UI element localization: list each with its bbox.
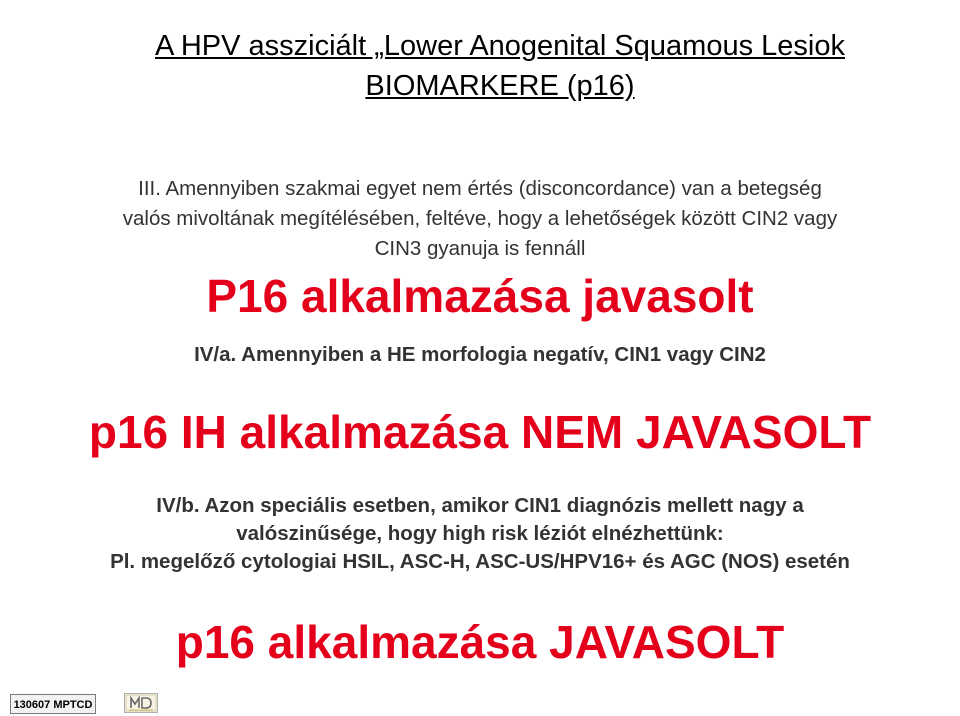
- title-line-1: A HPV assziciált „Lower Anogenital Squamous Lesiok: [155, 30, 845, 62]
- section-iii-line-3: CIN3 gyanuja is fennáll: [374, 237, 586, 260]
- recommendation-p16-javasolt: P16 alkalmazása javasolt: [206, 270, 754, 322]
- title-line-2: BIOMARKERE (p16): [365, 70, 635, 102]
- footer-code: 130607 MPTCD: [10, 694, 96, 714]
- section-iv-a-text: IV/a. Amennyiben a HE morfologia negatív, CIN1 vagy CIN2: [194, 343, 766, 366]
- section-iv-b-line-3: Pl. megelőző cytologiai HSIL, ASC-H, ASC-US/HPV16+ és AGC (NOS) esetén: [110, 550, 850, 573]
- recommendation-javasolt: p16 alkalmazása JAVASOLT: [175, 616, 785, 668]
- section-iii-text: [20, 174, 940, 264]
- section-iv-b-line-1: IV/b. Azon speciális esetben, amikor CIN1 diagnózis mellett nagy a: [156, 494, 804, 517]
- section-iv-b-line-2: valószinűsége, hogy high risk léziót elnézhettünk:: [236, 522, 724, 545]
- mptcd-logo-icon: [124, 693, 158, 713]
- recommendation-nem-javasolt: p16 IH alkalmazása NEM JAVASOLT: [88, 406, 872, 458]
- section-iii-line-1: III. Amennyiben szakmai egyet nem értés (disconcordance) van a betegség: [138, 177, 822, 200]
- section-iii-line-2: valós mivoltának megítélésében, feltéve, hogy a lehetőségek között CIN2 vagy: [122, 207, 838, 230]
- slide-title: [60, 26, 940, 106]
